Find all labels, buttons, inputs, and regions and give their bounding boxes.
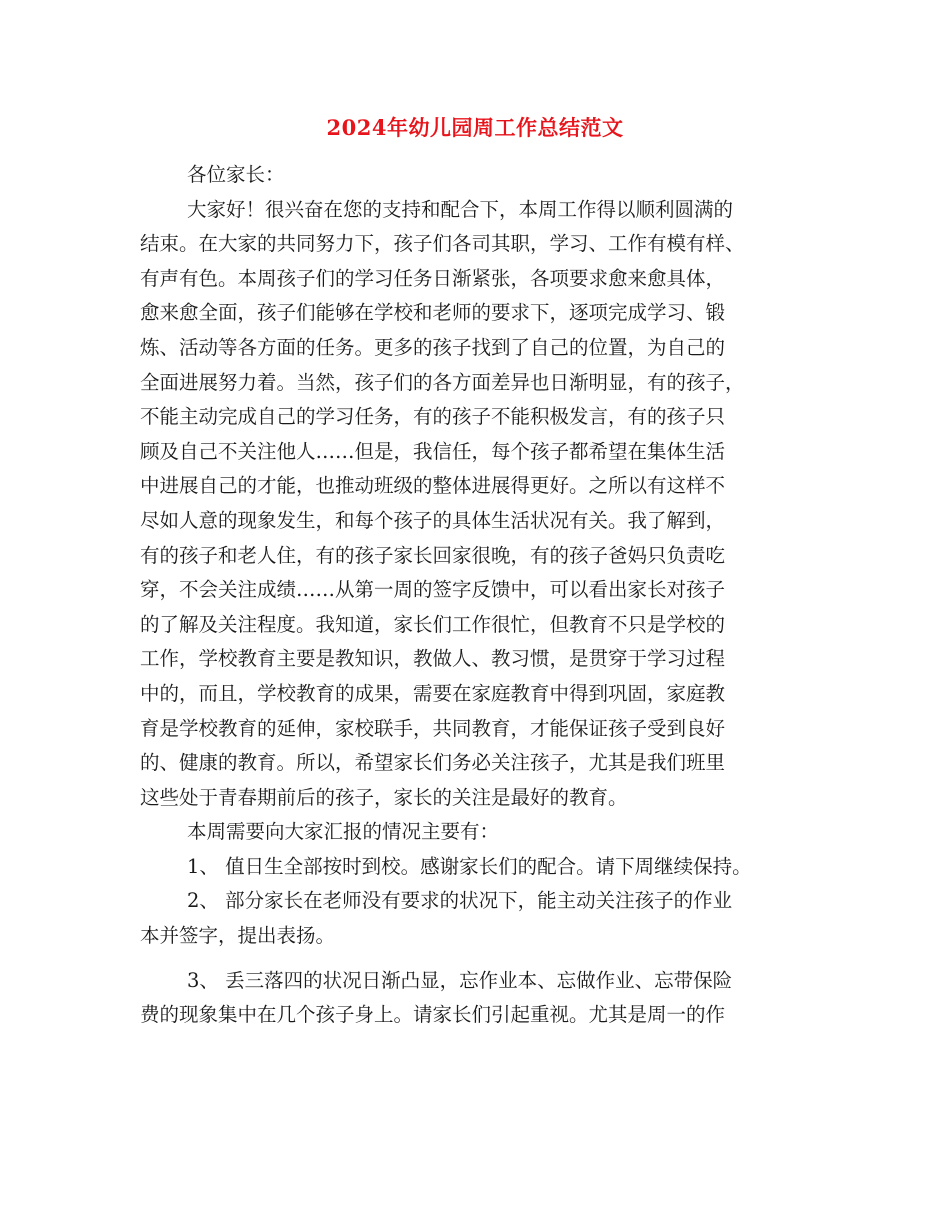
text-line: 育是学校教育的延伸，家校联手，共同教育，才能保证孩子受到良好 [140, 716, 726, 740]
document-title: 2024年幼儿园周工作总结范文 [326, 115, 624, 140]
text-line: 有声有色。本周孩子们的学习任务日渐紧张，各项要求愈来愈具体， [140, 266, 726, 290]
text-line: 炼、活动等各方面的任务。更多的孩子找到了自己的位置，为自己的 [140, 335, 726, 359]
document-body [140, 158, 820, 1033]
text-line: 3、 丢三落四的状况日渐凸显，忘作业本、忘做作业、忘带保险 [187, 968, 733, 992]
text-line: 中进展自己的才能，也推动班级的整体进展得更好。之所以有这样不 [140, 474, 726, 498]
text-line: 费的现象集中在几个孩子身上。请家长们引起重视。尤其是周一的作 [140, 1003, 726, 1027]
text-line: 各位家长： [187, 163, 285, 186]
text-line: 的、健康的教育。所以，希望家长们务必关注孩子，尤其是我们班里 [140, 751, 726, 775]
text-line: 愈来愈全面，孩子们能够在学校和老师的要求下，逐项完成学习、锻 [140, 301, 726, 325]
text-line: 这些处于青春期前后的孩子，家长的关注是最好的教育。 [140, 785, 628, 809]
text-line: 2、 部分家长在老师没有要求的状况下，能主动关注孩子的作业 [187, 889, 733, 913]
text-line: 穿，不会关注成绩……从第一周的签字反馈中，可以看出家长对孩子 [140, 578, 726, 602]
text-line: 不能主动完成自己的学习任务，有的孩子不能积极发言，有的孩子只 [140, 405, 726, 429]
text-line: 全面进展努力着。当然，孩子们的各方面差异也日渐明显，有的孩子， [140, 370, 745, 394]
text-line: 结束。在大家的共同努力下，孩子们各司其职，学习、工作有模有样、 [140, 232, 745, 256]
text-line: 的了解及关注程度。我知道，家长们工作很忙，但教育不只是学校的 [140, 612, 726, 636]
text-line: 顾及自己不关注他人……但是，我信任，每个孩子都希望在集体生活 [140, 439, 726, 463]
text-line: 工作，学校教育主要是教知识，教做人、教习惯，是贯穿于学习过程 [140, 647, 726, 671]
text-line: 有的孩子和老人住，有的孩子家长回家很晚，有的孩子爸妈只负责吃 [140, 543, 726, 567]
text-line: 大家好！很兴奋在您的支持和配合下，本周工作得以顺利圆满的 [187, 197, 734, 221]
text-line: 本并签字，提出表扬。 [140, 924, 336, 948]
text-line: 本周需要向大家汇报的情况主要有： [187, 820, 500, 844]
text-line: 中的，而且，学校教育的成果，需要在家庭教育中得到巩固，家庭教 [140, 681, 726, 705]
text-line: 1、 值日生全部按时到校。感谢家长们的配合。请下周继续保持。 [187, 854, 752, 878]
text-line: 尽如人意的现象发生，和每个孩子的具体生活状况有关。我了解到， [140, 508, 726, 532]
